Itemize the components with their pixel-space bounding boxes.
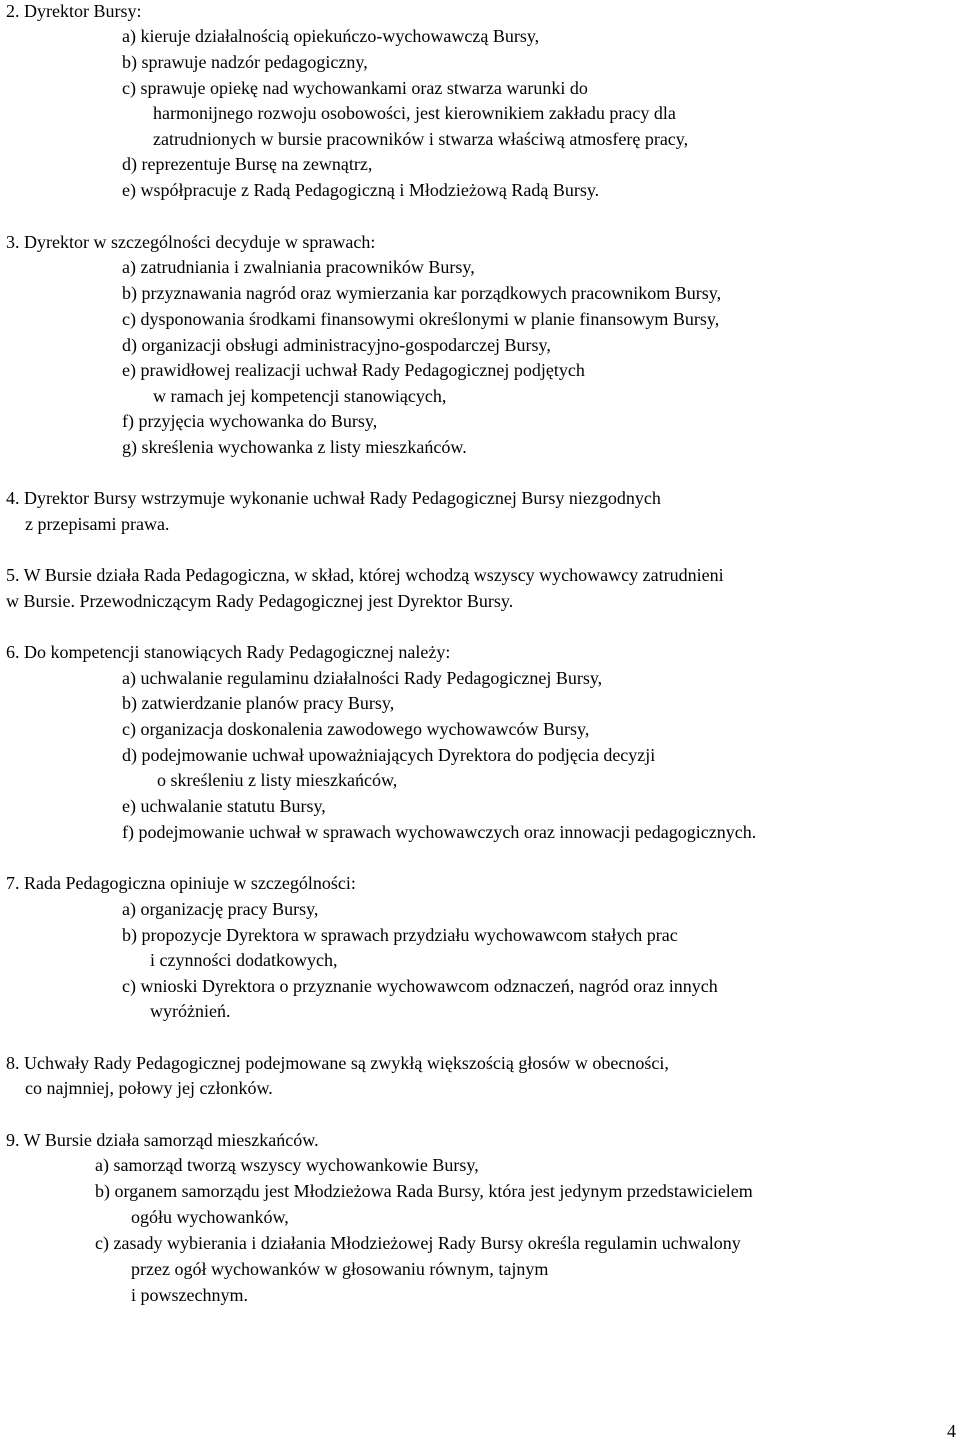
section-7-intro: 7. Rada Pedagogiczna opiniuje w szczególności:: [6, 873, 356, 893]
section-2-item-e: e) współpracuje z Radą Pedagogiczną i Młodzieżową Radą Bursy.: [122, 180, 600, 200]
section-2-intro: 2. Dyrektor Bursy:: [6, 1, 142, 21]
section-6-item-d-cont: o skreśleniu z listy mieszkańców,: [157, 770, 398, 790]
section-7-item-c: c) wnioski Dyrektora o przyznanie wychowawcom odznaczeń, nagród oraz innych: [122, 976, 718, 996]
page-number: 4: [947, 1421, 956, 1441]
section-3-item-c: c) dysponowania środkami finansowymi określonymi w planie finansowym Bursy,: [122, 309, 720, 329]
section-8-text-cont: co najmniej, połowy jej członków.: [25, 1078, 273, 1098]
section-6-item-a: a) uchwalanie regulaminu działalności Rady Pedagogicznej Bursy,: [122, 668, 603, 688]
section-3-item-f: f) przyjęcia wychowanka do Bursy,: [122, 411, 378, 431]
section-3-item-e-cont: w ramach jej kompetencji stanowiących,: [153, 386, 447, 406]
section-3-item-d: d) organizacji obsługi administracyjno-gospodarczej Bursy,: [122, 335, 551, 355]
section-5-text-cont: w Bursie. Przewodniczącym Rady Pedagogicznej jest Dyrektor Bursy.: [6, 591, 514, 611]
section-3-item-b: b) przyznawania nagród oraz wymierzania kar porządkowych pracownikom Bursy,: [122, 283, 722, 303]
section-4-text: 4. Dyrektor Bursy wstrzymuje wykonanie uchwał Rady Pedagogicznej Bursy niezgodnych: [6, 488, 661, 508]
section-6-item-c: c) organizacja doskonalenia zawodowego wychowawców Bursy,: [122, 719, 590, 739]
section-6-item-f: f) podejmowanie uchwał w sprawach wychowawczych oraz innowacji pedagogicznych.: [122, 822, 757, 842]
section-3-item-a: a) zatrudniania i zwalniania pracowników Bursy,: [122, 257, 475, 277]
section-3-item-g: g) skreślenia wychowanka z listy mieszkańców.: [122, 437, 467, 457]
section-9-intro: 9. W Bursie działa samorząd mieszkańców.: [6, 1130, 319, 1150]
section-9-item-b: b) organem samorządu jest Młodzieżowa Rada Bursy, która jest jedynym przedstawicielem: [95, 1181, 753, 1201]
section-6-item-b: b) zatwierdzanie planów pracy Bursy,: [122, 693, 395, 713]
section-6-intro: 6. Do kompetencji stanowiących Rady Pedagogicznej należy:: [6, 642, 451, 662]
section-3-item-e: e) prawidłowej realizacji uchwał Rady Pedagogicznej podjętych: [122, 360, 585, 380]
section-9-item-a: a) samorząd tworzą wszyscy wychowankowie Bursy,: [95, 1155, 479, 1175]
section-7-item-c-cont: wyróżnień.: [150, 1001, 231, 1021]
section-3-intro: 3. Dyrektor w szczególności decyduje w sprawach:: [6, 232, 376, 252]
section-5-text: 5. W Bursie działa Rada Pedagogiczna, w skład, której wchodzą wszyscy wychowawcy zatrudnieni: [6, 565, 724, 585]
section-9-item-c-cont: przez ogół wychowanków w głosowaniu równym, tajnym: [131, 1259, 549, 1279]
section-2-item-d: d) reprezentuje Bursę na zewnątrz,: [122, 154, 373, 174]
section-9-item-b-cont: ogółu wychowanków,: [131, 1207, 289, 1227]
section-7-item-b: b) propozycje Dyrektora w sprawach przydziału wychowawcom stałych prac: [122, 925, 678, 945]
section-8-text: 8. Uchwały Rady Pedagogicznej podejmowane są zwykłą większością głosów w obecności,: [6, 1053, 669, 1073]
section-2-item-c-cont: harmonijnego rozwoju osobowości, jest kierownikiem zakładu pracy dla: [153, 103, 676, 123]
section-9-item-c: c) zasady wybierania i działania Młodzieżowej Rady Bursy określa regulamin uchwalony: [95, 1233, 741, 1253]
section-2-item-c: c) sprawuje opiekę nad wychowankami oraz stwarza warunki do: [122, 78, 588, 98]
section-7-item-b-cont: i czynności dodatkowych,: [150, 950, 338, 970]
section-7-item-a: a) organizację pracy Bursy,: [122, 899, 319, 919]
section-6-item-e: e) uchwalanie statutu Bursy,: [122, 796, 326, 816]
section-2-item-b: b) sprawuje nadzór pedagogiczny,: [122, 52, 368, 72]
section-6-item-d: d) podejmowanie uchwał upoważniających Dyrektora do podjęcia decyzji: [122, 745, 656, 765]
section-2-item-c-cont: zatrudnionych w bursie pracowników i stwarza właściwą atmosferę pracy,: [153, 129, 689, 149]
section-2-item-a: a) kieruje działalnością opiekuńczo-wychowawczą Bursy,: [122, 26, 540, 46]
section-4-text-cont: z przepisami prawa.: [25, 514, 170, 534]
section-9-item-c-cont: i powszechnym.: [131, 1285, 248, 1305]
